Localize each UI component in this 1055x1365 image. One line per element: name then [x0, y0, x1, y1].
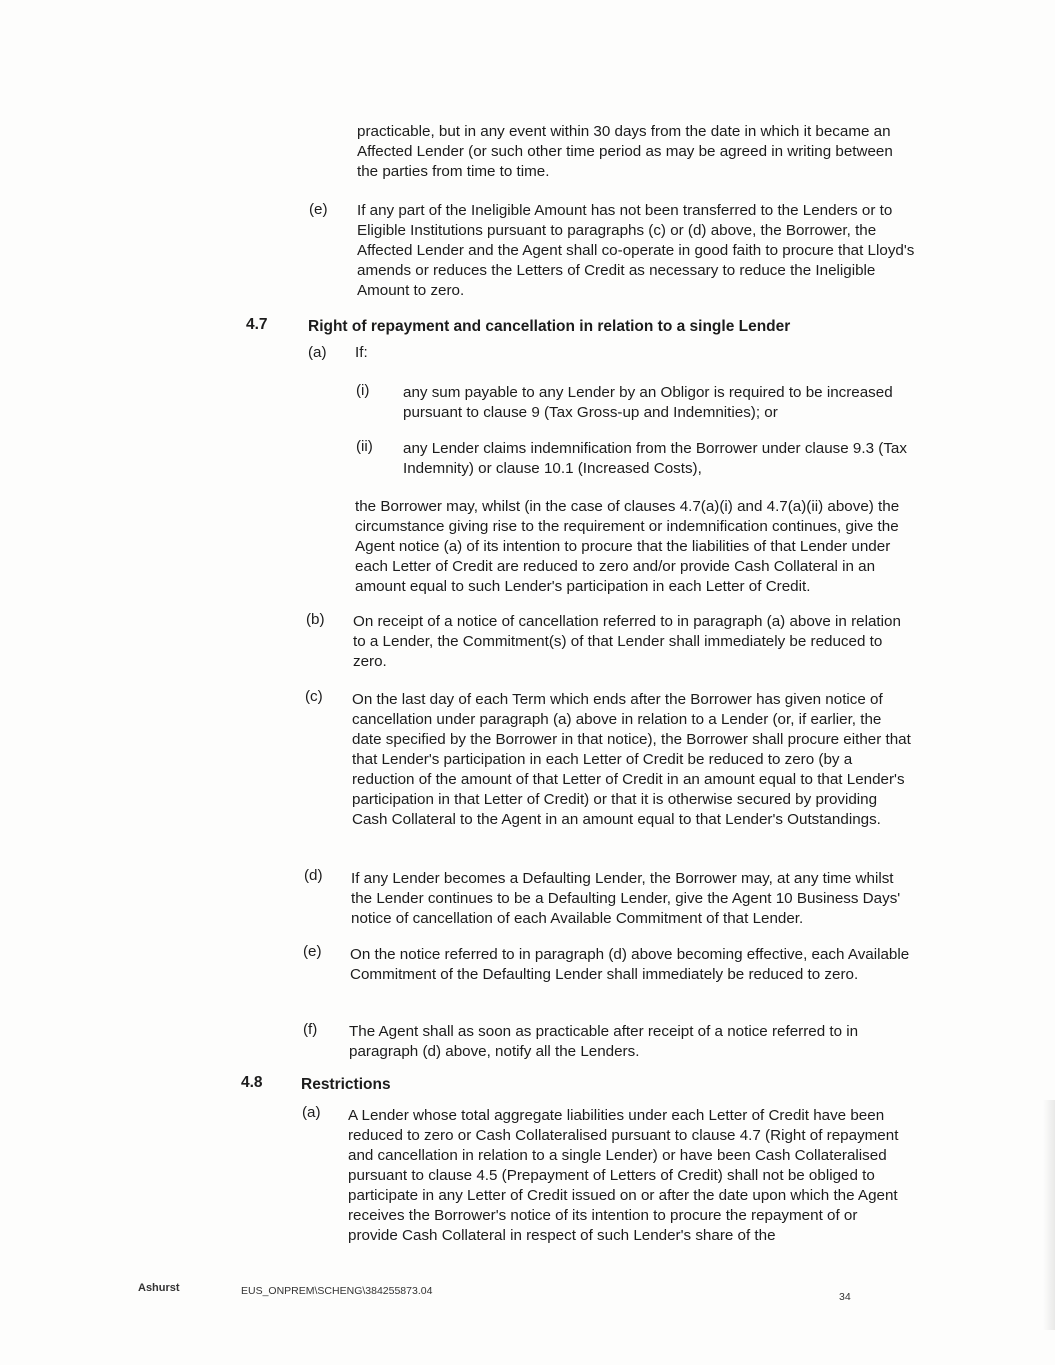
clause-4-7-b-text: On receipt of a notice of cancellation referred to in paragraph (a) above in relation to a Lender, the Commitment(s) of that Lender shall immediately be reduced to zero. — [353, 613, 901, 670]
footer-page-number: 34 — [839, 1291, 851, 1303]
clause-4-7-a-i-label: (i) — [356, 382, 370, 399]
footer-doc-ref: EUS_ONPREM\SCHENG\384255873.04 — [241, 1285, 433, 1297]
clause-4-7-e — [350, 945, 910, 985]
clause-4-7-e-label: (e) — [303, 943, 322, 960]
section-4-8-title: Restrictions — [301, 1076, 391, 1093]
section-4-8-number: 4.8 — [241, 1074, 263, 1091]
clause-4-7-a-i-text: any sum payable to any Lender by an Obligor is required to be increased pursuant to clause 9 (Tax Gross-up and Indemnities); or — [403, 384, 893, 421]
clause-4-7-a-ii — [403, 439, 915, 479]
para-e-top-text: If any part of the Ineligible Amount has not been transferred to the Lenders or to Eligible Institutions pursuant to paragraphs (c) or (d) above, the Borrower, the Affected Lender and the Agent shall co-operate in good faith to procure that Lloyd's amends or reduces the Letters of Credit as necessary to reduce the Ineligible Amount to zero. — [357, 202, 915, 299]
scan-edge-shadow — [1043, 1100, 1055, 1330]
clause-4-7-c — [352, 690, 912, 830]
clause-4-7-a-lead: If: — [355, 344, 368, 361]
intro-paragraph — [357, 122, 917, 182]
clause-4-7-d-label: (d) — [304, 867, 323, 884]
para-e-top-label: (e) — [309, 201, 328, 218]
clause-4-7-a-label: (a) — [308, 344, 327, 361]
clause-4-7-f — [349, 1022, 889, 1062]
section-4-7-number: 4.7 — [246, 316, 268, 333]
clause-4-7-b — [353, 612, 913, 672]
clause-4-8-a-label: (a) — [302, 1104, 321, 1121]
intro-text: practicable, but in any event within 30 days from the date in which it became an Affected Lender (or such other time period as may be agreed in writing between the parties from time to time. — [357, 123, 893, 180]
clause-4-7-a-tail — [355, 497, 918, 597]
clause-4-7-c-text: On the last day of each Term which ends after the Borrower has given notice of cancellation under paragraph (a) above in relation to a Lender (or, if earlier, the date specified by the Borrower in that notice), the Borrower shall procure either that that Lender's participation in each Letter of Credit be reduced to zero (by a reduction of the amount of that Letter of Credit in an amount equal to that Lender's participation in that Letter of Credit) or that it is otherwise secured by providing Cash Collateral to the Agent in an amount equal to that Lender's Outstandings. — [352, 691, 911, 828]
clause-4-8-a — [348, 1106, 908, 1246]
clause-4-7-d — [351, 869, 916, 929]
clause-4-8-a-text: A Lender whose total aggregate liabilities under each Letter of Credit have been reduced to zero or Cash Collateralised pursuant to clause 4.7 (Right of repayment and cancellation in relation to a single Lender) or have been Cash Collateralised pursuant to clause 4.5 (Prepayment of Letters of Credit) shall not be obliged to participate in any Letter of Credit issued on or after the date upon which the Agent receives the Borrower's notice of its intention to procure the repayment of or provide Cash Collateral in respect of such Lender's share of the — [348, 1107, 899, 1244]
section-4-7-title: Right of repayment and cancellation in relation to a single Lender — [308, 318, 791, 335]
clause-4-7-a-ii-label: (ii) — [356, 438, 373, 455]
clause-4-7-f-label: (f) — [303, 1021, 318, 1038]
clause-4-7-a-tail-text: the Borrower may, whilst (in the case of clauses 4.7(a)(i) and 4.7(a)(ii) above) the circumstance giving rise to the requirement or indemnification continues, give the Agent notice (a) of its intention to procure that the liabilities of that Lender under each Letter of Credit are reduced to zero and/or provide Cash Collateral in an amount equal to such Lender's participation in each Letter of Credit. — [355, 498, 900, 595]
clause-4-7-e-text: On the notice referred to in paragraph (d) above becoming effective, each Available Commitment of the Defaulting Lender shall immediately be reduced to zero. — [350, 946, 910, 983]
clause-4-7-a-i — [403, 383, 915, 423]
clause-4-7-c-label: (c) — [305, 688, 323, 705]
clause-4-7-f-text: The Agent shall as soon as practicable after receipt of a notice referred to in paragraph (d) above, notify all the Lenders. — [349, 1023, 859, 1060]
clause-4-7-b-label: (b) — [306, 611, 325, 628]
para-e-top — [357, 201, 917, 301]
footer-brand: Ashurst — [138, 1282, 180, 1294]
clause-4-7-a-ii-text: any Lender claims indemnification from the Borrower under clause 9.3 (Tax Indemnity) or clause 10.1 (Increased Costs), — [403, 440, 907, 477]
clause-4-7-d-text: If any Lender becomes a Defaulting Lender, the Borrower may, at any time whilst the Lender continues to be a Defaulting Lender, give the Agent 10 Business Days' notice of cancellation of each Available Commitment of that Lender. — [351, 870, 901, 927]
